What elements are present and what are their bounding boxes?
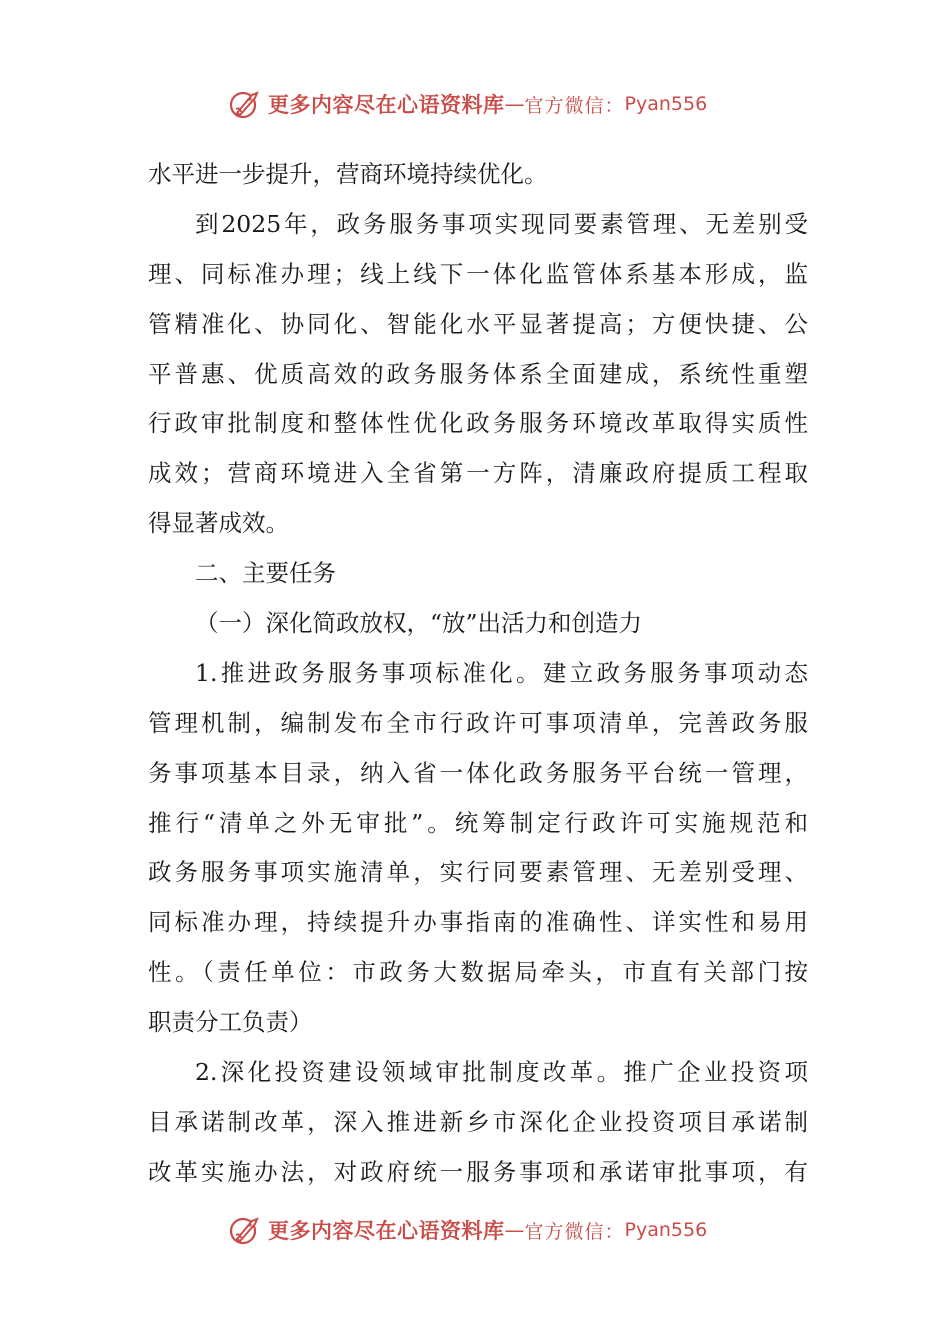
pen-nib-logo-icon bbox=[228, 87, 262, 121]
text-line: 2.深化投资建设领域审批制度改革。推广企业投资项 bbox=[195, 1058, 808, 1087]
banner-brand-text: 更多内容尽在心语资料库 bbox=[268, 92, 505, 117]
text-line: 成效；营商环境进入全省第一方阵，清廉政府提质工程取 bbox=[148, 459, 808, 488]
banner-wechat-label: 官方微信： bbox=[524, 1220, 625, 1243]
text-line: 理、同标准办理；线上线下一体化监管体系基本形成，监 bbox=[148, 259, 808, 288]
text-line: 改革实施办法，对政府统一服务事项和承诺审批事项，有 bbox=[148, 1157, 808, 1186]
banner-separator: — bbox=[504, 1218, 525, 1242]
text-line: 推行“清单之外无审批”。统筹制定行政许可实施规范和 bbox=[148, 808, 808, 837]
text-line: 1.推进政务服务事项标准化。建立政务服务事项动态 bbox=[195, 658, 808, 687]
text-line: 平普惠、优质高效的政务服务体系全面建成，系统性重塑 bbox=[148, 359, 808, 388]
text-line: 性。（责任单位：市政务大数据局牵头，市直有关部门按 bbox=[148, 958, 808, 987]
text-line: 同标准办理，持续提升办事指南的准确性、详实性和易用 bbox=[148, 908, 808, 937]
text-line: 政务服务事项实施清单，实行同要素管理、无差别受理、 bbox=[148, 858, 808, 887]
text-line: 务事项基本目录，纳入省一体化政务服务平台统一管理， bbox=[148, 758, 808, 787]
footer-watermark-banner bbox=[228, 1208, 748, 1252]
text-line: 管理机制，编制发布全市行政许可事项清单，完善政务服 bbox=[148, 708, 808, 737]
document-body bbox=[148, 150, 808, 1198]
text-line: 职责分工负责） bbox=[148, 1008, 313, 1037]
banner-account-id: Pyan556 bbox=[624, 1219, 708, 1241]
text-line: 管精准化、协同化、智能化水平显著提高；方便快捷、公 bbox=[148, 309, 808, 338]
text-line: 行政审批制度和整体性优化政务服务环境改革取得实质性 bbox=[148, 409, 808, 438]
text-line: 水平进一步提升，营商环境持续优化。 bbox=[148, 160, 548, 188]
text-line: 得显著成效。 bbox=[148, 509, 289, 538]
text-line: 到2025年，政务服务事项实现同要素管理、无差别受 bbox=[195, 209, 808, 238]
header-watermark-banner bbox=[228, 82, 748, 126]
banner-wechat-label: 官方微信： bbox=[524, 94, 625, 117]
banner-separator: — bbox=[504, 92, 525, 116]
section-heading: 二、主要任务 bbox=[195, 559, 336, 588]
text-line: 目承诺制改革，深入推进新乡市深化企业投资项目承诺制 bbox=[148, 1107, 808, 1136]
banner-brand-text: 更多内容尽在心语资料库 bbox=[268, 1218, 505, 1243]
banner-account-id: Pyan556 bbox=[624, 93, 708, 115]
subsection-heading: （一）深化简政放权，“放”出活力和创造力 bbox=[195, 609, 643, 638]
pen-nib-logo-icon bbox=[228, 1213, 262, 1247]
